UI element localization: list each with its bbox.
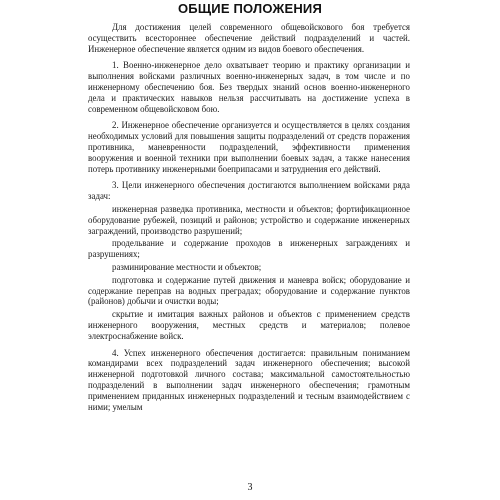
task-list-item: разминирование местности и объектов; xyxy=(112,261,262,272)
task-list-item: инженерная разведка противника, местности и объектов; фортификационное оборудование рубежей, позиций и районов; устройство и содержание инженерных заграждений, производство разрушений; xyxy=(88,203,410,236)
paragraph-intro: Для достижения целей современного общевойскового боя требуется осуществить всестороннее обеспечение действий подразделений и частей. Инженерное обеспечение является одним из видов боевого обеспечения. xyxy=(88,22,410,54)
page-title: ОБЩИЕ ПОЛОЖЕНИЯ xyxy=(177,1,323,16)
paragraph-2: 2. Инженерное обеспечение организуется и осуществляется в целях создания необходимых условий для повышения защиты подразделений от средств поражения противника, маневренности подразделений, эффективности применения вооружения и военной техники при выполнении боевых задач, а также нанесения потерь противнику инженерными боеприпасами и затруднения его действий. xyxy=(88,120,410,174)
paragraph-4: 4. Успех инженерного обеспечения достигается: правильным пониманием командирами всех подразделений задач инженерного обеспечения; высокой инженерной подготовкой личного состава; максимальной самостоятельностью подразделений в выполнении задач инженерного обеспечения; грамотным применением приданных инженерных подразделений и тесным взаимодействием с ними; умелым xyxy=(88,347,410,412)
paragraph-3: 3. Цели инженерного обеспечения достигаются выполнением войсками ряда задач: xyxy=(88,180,410,202)
task-list-item: скрытие и имитация важных районов и объектов с применением средств инженерного вооружения, местных средств и материалов; полевое электроснабжение войск. xyxy=(88,309,410,341)
task-list-item: подготовка и содержание путей движения и маневра войск; оборудование и содержание переправ на водных преградах; оборудование и содержание пунктов (районов) добычи и очистки воды; xyxy=(88,274,410,307)
page-number: 3 xyxy=(247,482,253,493)
task-list-item: продельвание и содержание проходов в инженерных заграждениях и разрушениях; xyxy=(88,238,410,260)
paragraph-1: 1. Военно-инженерное дело охватывает теорию и практику организации и выполнения войсками различных военно-инженерных задач, в том числе и по инженерному обеспечению боя. Без твердых знаний основ военно-инженерного дела и практических навыков нельзя рассчитывать на достижение успеха в современном общевойсковом бою. xyxy=(88,60,410,114)
document-body xyxy=(88,22,410,418)
